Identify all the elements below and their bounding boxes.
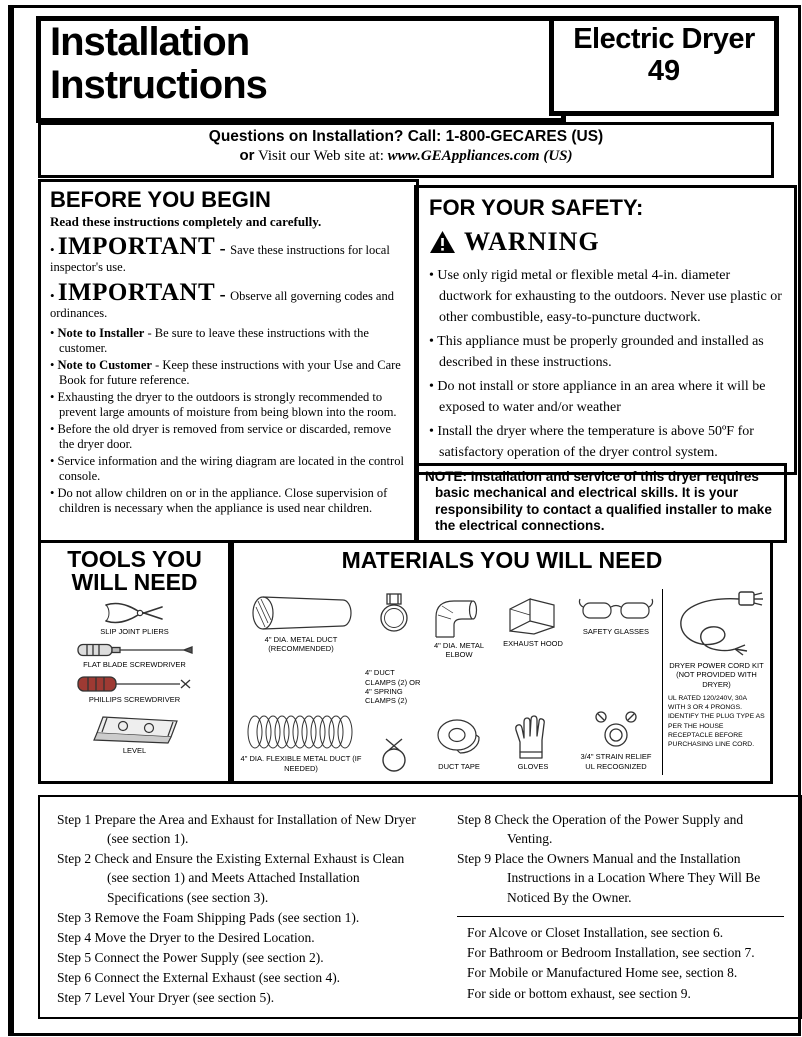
material-gloves: GLOVES bbox=[508, 712, 558, 771]
before-bullet-2: • Note to Customer - Keep these instructions with your Use and Care Book for future reference. bbox=[50, 358, 407, 388]
steps-section bbox=[38, 795, 802, 1019]
note-text: NOTE: Installation and service of this dryer requires basic mechanical and electrical skills. It is your responsibility to contact a qualified installer to make the electrical connections. bbox=[425, 469, 772, 534]
warning-icon bbox=[429, 230, 456, 254]
materials-title: MATERIALS YOU WILL NEED bbox=[341, 547, 663, 573]
materials-col-power-cord bbox=[668, 589, 765, 749]
contact-web-line bbox=[41, 147, 771, 165]
tools-title: TOOLS YOU WILL NEED bbox=[67, 546, 202, 596]
product-name: Electric Dryer bbox=[573, 23, 755, 55]
contact-mid: Visit our Web site at: bbox=[254, 148, 388, 164]
contact-or: or bbox=[239, 147, 255, 164]
material-power-cord-label: DRYER POWER CORD KIT (NOT PROVIDED WITH DRYER) bbox=[669, 661, 764, 689]
material-metal-duct: 4" DIA. METAL DUCT (RECOMMENDED) bbox=[240, 593, 362, 654]
materials-section bbox=[231, 540, 773, 784]
safety-bullet-4: • Install the dryer where the temperature is above 50ºF for satisfactory operation of the dryer control system. bbox=[429, 421, 782, 463]
reference-side-exhaust: For side or bottom exhaust, see section 9. bbox=[467, 985, 691, 1001]
step-1: Step 1 Prepare the Area and Exhaust for Installation of New Dryer (see section 1). bbox=[57, 812, 416, 847]
material-elbow: 4" DIA. METAL ELBOW bbox=[427, 593, 491, 660]
flexible-duct-icon bbox=[245, 712, 357, 752]
doc-title-box bbox=[36, 16, 566, 123]
reference-mobile-home: For Mobile or Manufactured Home see, section 8. bbox=[467, 965, 738, 981]
tools-section bbox=[38, 540, 231, 784]
contact-url: www.GEAppliances.com (US) bbox=[387, 148, 573, 164]
before-bullet-5: • Service information and the wiring diagram are located in the control console. bbox=[50, 454, 407, 484]
steps-left-column bbox=[57, 810, 429, 1017]
safety-bullet-1: • Use only rigid metal or flexible metal 4-in. diameter ductwork for exhausting to the outdoors. Never use plastic or other combustible, easy-to-puncture ductwork. bbox=[429, 265, 782, 328]
material-safety-glasses: SAFETY GLASSES bbox=[578, 593, 654, 636]
materials-col-hood-gloves bbox=[493, 593, 573, 771]
safety-glasses-icon bbox=[578, 593, 654, 625]
tool-slip-joint-pliers: SLIP JOINT PLIERS bbox=[41, 600, 228, 636]
materials-col-clamps: 4" DUCT CLAMPS (2) OR 4" SPRING CLAMPS (2) bbox=[365, 591, 423, 773]
step-5: Step 5 Connect the Power Supply (see section 2). bbox=[57, 950, 324, 966]
before-bullet-1: • Note to Installer - Be sure to leave these instructions with the customer. bbox=[50, 326, 407, 356]
contact-phone-line: Questions on Installation? Call: 1-800-GECARES (US) bbox=[208, 128, 604, 145]
step-7: Step 7 Level Your Dryer (see section 5). bbox=[57, 990, 275, 1006]
tool-phillips-screwdriver: PHILLIPS SCREWDRIVER bbox=[41, 674, 228, 704]
step-2: Step 2 Check and Ensure the Existing External Exhaust is Clean (see section 1) and Meets Attached Installation Specifications (see section 3). bbox=[57, 851, 405, 905]
gloves-icon bbox=[508, 712, 558, 760]
power-cord-note: UL RATED 120/240V, 30A WITH 3 OR 4 PRONGS. IDENTIFY THE PLUG TYPE AS PER THE HOUSE RECEPTACLE BEFORE PURCHASING LINE CORD. bbox=[668, 695, 765, 748]
references-divider bbox=[457, 916, 784, 917]
metal-elbow-icon bbox=[430, 593, 488, 639]
slip-joint-pliers-icon bbox=[104, 600, 166, 626]
material-flexible-duct: 4" DIA. FLEXIBLE METAL DUCT (IF NEEDED) bbox=[240, 712, 362, 773]
flat-blade-screwdriver-icon bbox=[76, 641, 194, 659]
tool-level: LEVEL bbox=[41, 709, 228, 755]
material-duct-tape: DUCT TAPE bbox=[433, 716, 485, 771]
before-you-begin-section bbox=[38, 179, 419, 543]
reference-alcove: For Alcove or Closet Installation, see section 6. bbox=[467, 924, 724, 940]
page-number: 49 bbox=[647, 55, 681, 88]
tool-flat-blade-screwdriver: FLAT BLADE SCREWDRIVER bbox=[41, 641, 228, 669]
important-note-1: • IMPORTANT - Save these instructions for local inspector's use. bbox=[50, 234, 407, 275]
metal-duct-icon bbox=[249, 593, 353, 633]
material-strain-relief: 3/4" STRAIN RELIEF UL RECOGNIZED bbox=[575, 708, 657, 771]
exhaust-hood-icon bbox=[504, 593, 562, 637]
contact-box bbox=[38, 122, 774, 178]
safety-bullet-3: • Do not install or store appliance in an area where it will be exposed to water and/or weather bbox=[429, 376, 782, 418]
materials-divider bbox=[662, 589, 663, 775]
doc-title bbox=[50, 21, 561, 107]
strain-relief-icon bbox=[593, 708, 639, 750]
spring-clamp-icon bbox=[377, 737, 411, 773]
phillips-screwdriver-icon bbox=[76, 674, 194, 694]
materials-col-glasses-relief bbox=[575, 593, 657, 771]
doc-title-line1: Installation bbox=[50, 20, 250, 64]
duct-tape-icon bbox=[433, 716, 485, 760]
before-title: BEFORE YOU BEGIN bbox=[50, 187, 271, 212]
steps-right-column bbox=[457, 810, 786, 1017]
important-note-2: • IMPORTANT - Observe all governing codes and ordinances. bbox=[50, 280, 407, 321]
duct-clamp-icon bbox=[377, 591, 411, 635]
safety-section bbox=[414, 185, 797, 475]
warning-label: WARNING bbox=[464, 227, 600, 256]
safety-bullet-2: • This appliance must be properly grounded and installed as described in these instructions. bbox=[429, 331, 782, 373]
before-subtitle: Read these instructions completely and carefully. bbox=[50, 214, 322, 229]
product-box bbox=[549, 16, 779, 116]
materials-grid bbox=[234, 589, 770, 781]
materials-col-elbow-tape bbox=[427, 593, 491, 771]
materials-col-ducts bbox=[240, 593, 362, 773]
safety-title: FOR YOUR SAFETY: bbox=[429, 195, 644, 220]
step-3: Step 3 Remove the Foam Shipping Pads (see section 1). bbox=[57, 909, 360, 925]
before-bullet-3: • Exhausting the dryer to the outdoors is strongly recommended to prevent large amounts of moisture from being blown into the room. bbox=[50, 390, 407, 420]
material-exhaust-hood: EXHAUST HOOD bbox=[503, 593, 563, 648]
before-bullet-6: • Do not allow children on or in the appliance. Close supervision of children is necessary when the appliance is used near children. bbox=[50, 486, 407, 516]
step-8: Step 8 Check the Operation of the Power Supply and Venting. bbox=[457, 812, 744, 847]
level-icon bbox=[89, 709, 181, 745]
before-bullet-4: • Before the old dryer is removed from service or discarded, remove the dryer door. bbox=[50, 422, 407, 452]
reference-bathroom: For Bathroom or Bedroom Installation, see section 7. bbox=[467, 945, 755, 961]
power-cord-icon bbox=[669, 589, 765, 659]
doc-title-line2: Instructions bbox=[50, 62, 267, 107]
note-box bbox=[414, 463, 787, 543]
step-9: Step 9 Place the Owners Manual and the Installation Instructions in a Location Where They Will Be Noticed By the Owner. bbox=[457, 851, 761, 905]
step-4: Step 4 Move the Dryer to the Desired Location. bbox=[57, 929, 315, 945]
warning-header bbox=[429, 227, 782, 257]
step-6: Step 6 Connect the External Exhaust (see section 4). bbox=[57, 970, 341, 986]
